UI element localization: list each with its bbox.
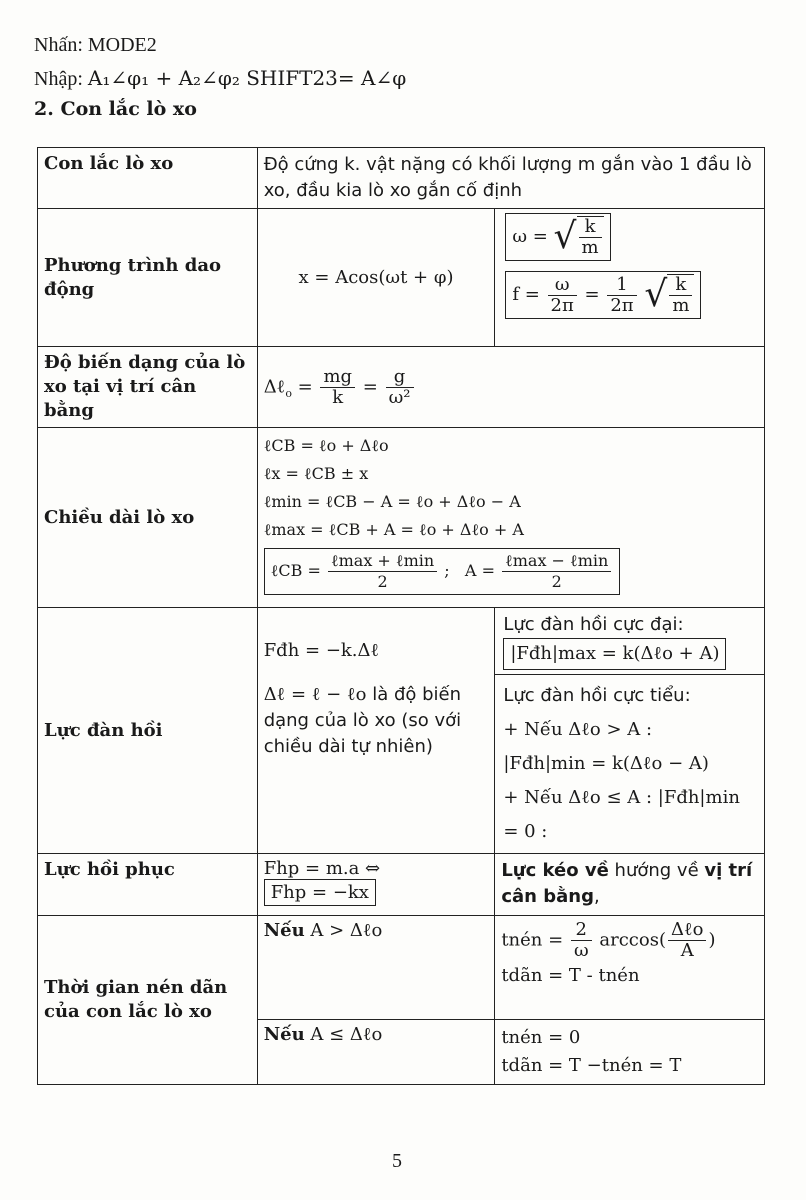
two-pi: 2π — [610, 294, 634, 316]
case1-bold: Nếu — [263, 920, 305, 941]
delta-l0: Δℓo — [668, 920, 706, 941]
restoring-force-desc — [495, 854, 765, 916]
max-force-title: Lực đàn hồi cực đại: — [503, 614, 684, 635]
deformation-text: là độ biến dạng của lò xo (so với chiều dài tự nhiên) — [263, 684, 462, 757]
m-symbol: m — [581, 237, 599, 258]
denominator: 2 — [377, 572, 388, 591]
delta-l-def: Δℓ = ℓ − ℓo — [263, 684, 367, 705]
table-row — [38, 347, 765, 428]
t-compress-formula: tnén = $\frac{2}{\omega}$ arccos( $\frac{\text{Δℓo}}{A}$ ) — [501, 919, 716, 961]
t-compress-lhs: tnén = — [501, 929, 564, 951]
sum-numerator: ℓmax + ℓmin — [328, 551, 437, 572]
restoring-eq-box: Fhp = −kx — [264, 879, 376, 906]
diff-numerator: ℓmax − ℓmin — [502, 551, 611, 572]
row-label: Phương trình dao động — [38, 209, 258, 347]
table-row — [38, 209, 765, 347]
two-pi: 2π — [550, 294, 574, 316]
restoring-eq: Fhp = m.a ⇔ — [263, 858, 381, 879]
row-definition: Độ cứng k. vật nặng có khối lượng m gắn vào 1 đầu lò xo, đầu kia lò xo gắn cố định — [257, 148, 764, 209]
restoring-text: hướng về — [608, 860, 705, 881]
lmin-formula: ℓmin = ℓCB − A = ℓo + Δℓo − A — [263, 492, 521, 511]
frequency-formulas — [495, 209, 765, 347]
omega-lhs: ω = — [512, 226, 548, 247]
deformation-formula: Δℓ$_o$ = $\frac{mg}{k}$ = $\frac{g}{\text{ω²}}$ — [257, 347, 764, 428]
case2-condition: A ≤ Δℓo — [304, 1024, 383, 1045]
case2-bold: Nếu — [263, 1024, 305, 1045]
t-stretch-formula: tdãn = T - tnén — [501, 965, 640, 986]
compression-case-2 — [257, 1020, 495, 1085]
oscillation-equation: x = Acos(ωt + φ) — [257, 209, 495, 347]
lmax-formula: ℓmax = ℓCB + A = ℓo + Δℓo + A — [263, 520, 524, 539]
mg: mg — [320, 367, 355, 388]
lx-formula: ℓx = ℓCB ± x — [263, 464, 369, 483]
table-row — [38, 148, 765, 209]
row-label: Con lắc lò xo — [38, 148, 258, 209]
sqrt-icon: √ — [644, 274, 668, 315]
two: 2 — [571, 920, 592, 941]
instruction-prefix: Nhập: — [34, 68, 88, 90]
m-symbol: m — [672, 295, 690, 316]
k-symbol: k — [579, 217, 602, 238]
instruction-line-1: Nhấn: MODE2 — [34, 34, 157, 56]
instruction-formula: A₁∠φ₁ + A₂∠φ₂ SHIFT23= A∠φ — [87, 66, 407, 90]
row-label: Lực đàn hồi — [38, 608, 258, 854]
elastic-force-def — [257, 608, 495, 854]
deformation-desc — [264, 682, 489, 760]
min-force-formula: |Fđh|min = k(Δℓo − A) — [503, 753, 709, 774]
min-force — [495, 675, 764, 853]
min-force-case1: + Nếu Δℓo > A : — [503, 719, 653, 740]
table-row — [38, 916, 765, 1020]
compression-case-1 — [257, 916, 495, 1020]
spring-pendulum-table — [37, 147, 765, 1085]
compression-times-2 — [495, 1020, 765, 1085]
lcb-formula: ℓCB = ℓo + Δℓo — [263, 436, 389, 455]
length-formulas — [257, 428, 764, 608]
omega-squared: ω² — [388, 386, 411, 408]
min-force-title: Lực đàn hồi cực tiểu: — [503, 685, 691, 706]
min-force-case2: + Nếu Δℓo ≤ A : |Fđh|min = 0 : — [503, 787, 740, 842]
max-force — [495, 608, 764, 675]
k-symbol: k — [332, 386, 344, 408]
case1-condition: A > Δℓo — [304, 920, 383, 941]
k-symbol: k — [669, 275, 692, 296]
page-number: 5 — [392, 1150, 402, 1172]
row-label: Lực hồi phục — [38, 854, 258, 916]
table-row — [38, 854, 765, 916]
compression-times-1 — [495, 916, 765, 1020]
arccos: arccos — [599, 929, 659, 951]
t-stretch-full: tdãn = T −tnén = T — [501, 1055, 682, 1076]
table-row — [38, 428, 765, 608]
row-label: Thời gian nén dãn của con lắc lò xo — [38, 916, 258, 1085]
restoring-comma: , — [593, 886, 600, 907]
separator: ; — [444, 561, 450, 580]
instruction-line-2 — [34, 66, 406, 91]
lcb-amplitude-box — [264, 548, 621, 595]
denominator: 2 — [551, 572, 562, 591]
row-label: Độ biến dạng của lò xo tại vị trí cân bằng — [38, 347, 258, 428]
row-label: Chiều dài lò xo — [38, 428, 258, 608]
delta-l: Δℓ — [263, 376, 286, 397]
elastic-force-formula: Fđh = −k.Δℓ — [263, 640, 380, 661]
restoring-bold-1: Lực kéo về — [501, 860, 609, 881]
amplitude: A — [680, 940, 694, 961]
sqrt-icon: √ — [553, 216, 577, 257]
table-row — [38, 608, 765, 854]
t-compress-zero: tnén = 0 — [501, 1027, 581, 1048]
amplitude-lhs: A = — [464, 561, 495, 580]
omega-symbol: ω — [573, 940, 589, 961]
omega-symbol: ω — [548, 275, 577, 296]
omega-formula — [505, 213, 610, 261]
section-title: 2. Con lắc lò xo — [34, 98, 197, 120]
f-formula: f = $\frac{\omega}{2\pi}$ = $\frac{1}{2\pi}$ √ $\frac{k}{m}$ — [505, 271, 701, 319]
f-lhs: f = — [512, 284, 540, 305]
one: 1 — [607, 275, 636, 296]
lcb-lhs: ℓCB = — [270, 561, 321, 580]
restoring-bold-2: vị trí cân bằng — [501, 860, 753, 907]
g: g — [386, 367, 414, 388]
elastic-force-limits — [495, 608, 765, 854]
restoring-force-formula — [257, 854, 495, 916]
max-force-formula: |Fđh|max = k(Δℓo + A) — [503, 638, 726, 670]
